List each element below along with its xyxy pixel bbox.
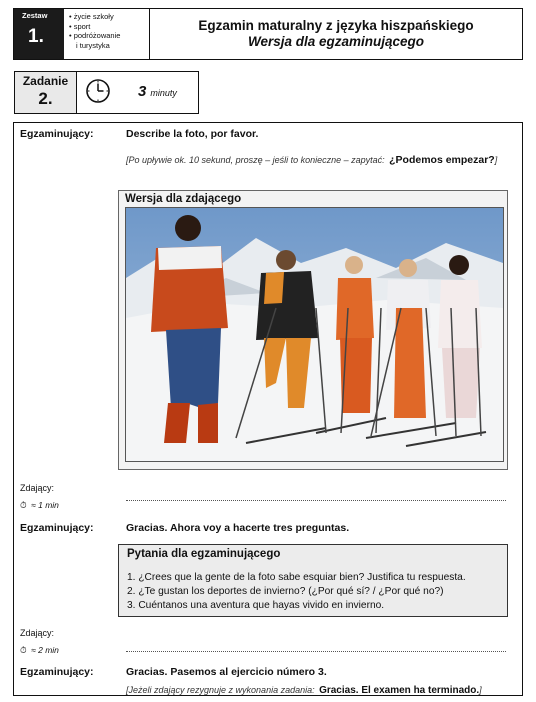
examiner-label: Egzaminujący: bbox=[20, 128, 94, 140]
task-label: Zadanie bbox=[22, 74, 69, 88]
answer-line-1 bbox=[126, 500, 506, 501]
task-number: 2. bbox=[38, 89, 53, 108]
photo-frame bbox=[118, 190, 508, 470]
topic-item: • podróżowanie bbox=[69, 31, 121, 40]
question-item: 2. ¿Te gustan los deportes de invierno? (¿Por qué sí? / ¿Por qué no?) bbox=[127, 586, 444, 597]
task-box bbox=[14, 71, 199, 114]
set-badge bbox=[14, 9, 64, 59]
instruction-text: [Po upływie ok. 10 sekund, proszę – jeśli to konieczne – zapytać: ¿Podemos empezar?] bbox=[126, 154, 498, 166]
examiner-line-2: Gracias. Ahora voy a hacerte tres preguntas. bbox=[126, 522, 350, 534]
ski-photo bbox=[125, 207, 504, 462]
final-instruction: [Jeżeli zdający rezygnuje z wykonania zadania: Gracias. El examen ha terminado.] bbox=[126, 685, 482, 696]
clock-small-icon: ⏱ bbox=[20, 645, 27, 655]
topic-item: • sport bbox=[69, 21, 91, 31]
question-item: 3. Cuéntanos una aventura que hayas vivido en invierno. bbox=[127, 600, 385, 611]
student-time-1: ⏱ ≈ 1 min bbox=[20, 500, 59, 510]
examiner-label-2: Egzaminujący: bbox=[20, 522, 94, 534]
task-time: 3 minuty bbox=[138, 83, 177, 100]
examiner-line-3: Gracias. Pasemos al ejercicio número 3. bbox=[126, 666, 327, 678]
questions-box bbox=[118, 544, 508, 617]
exam-header bbox=[13, 8, 523, 60]
page-title: Egzamin maturalny z języka hiszpańskiego bbox=[198, 18, 474, 33]
examiner-label-3: Egzaminujący: bbox=[20, 666, 94, 678]
photo-title: Wersja dla zdającego bbox=[125, 193, 242, 205]
answer-line-2 bbox=[126, 651, 506, 652]
student-label-1: Zdający: bbox=[20, 483, 55, 493]
question-item: 1. ¿Crees que la gente de la foto sabe esquiar bien? Justifica tu respuesta. bbox=[127, 572, 466, 583]
exam-title bbox=[150, 18, 522, 50]
questions-title: Pytania dla egzaminującego bbox=[127, 548, 281, 560]
topic-list bbox=[64, 9, 150, 59]
set-number: 1. bbox=[28, 26, 44, 47]
student-label-2: Zdający: bbox=[20, 628, 55, 638]
student-time-2: ⏱ ≈ 2 min bbox=[20, 645, 59, 655]
task-label-box bbox=[15, 72, 77, 113]
page-subtitle: Wersja dla egzaminującego bbox=[247, 34, 425, 49]
topic-item: i turystyka bbox=[76, 40, 110, 50]
examiner-line-1: Describe la foto, por favor. bbox=[126, 128, 259, 140]
set-label: Zestaw bbox=[22, 11, 48, 20]
clock-small-icon: ⏱ bbox=[20, 500, 27, 510]
topic-item: • życie szkoły bbox=[69, 12, 114, 21]
clock-icon bbox=[85, 78, 111, 104]
